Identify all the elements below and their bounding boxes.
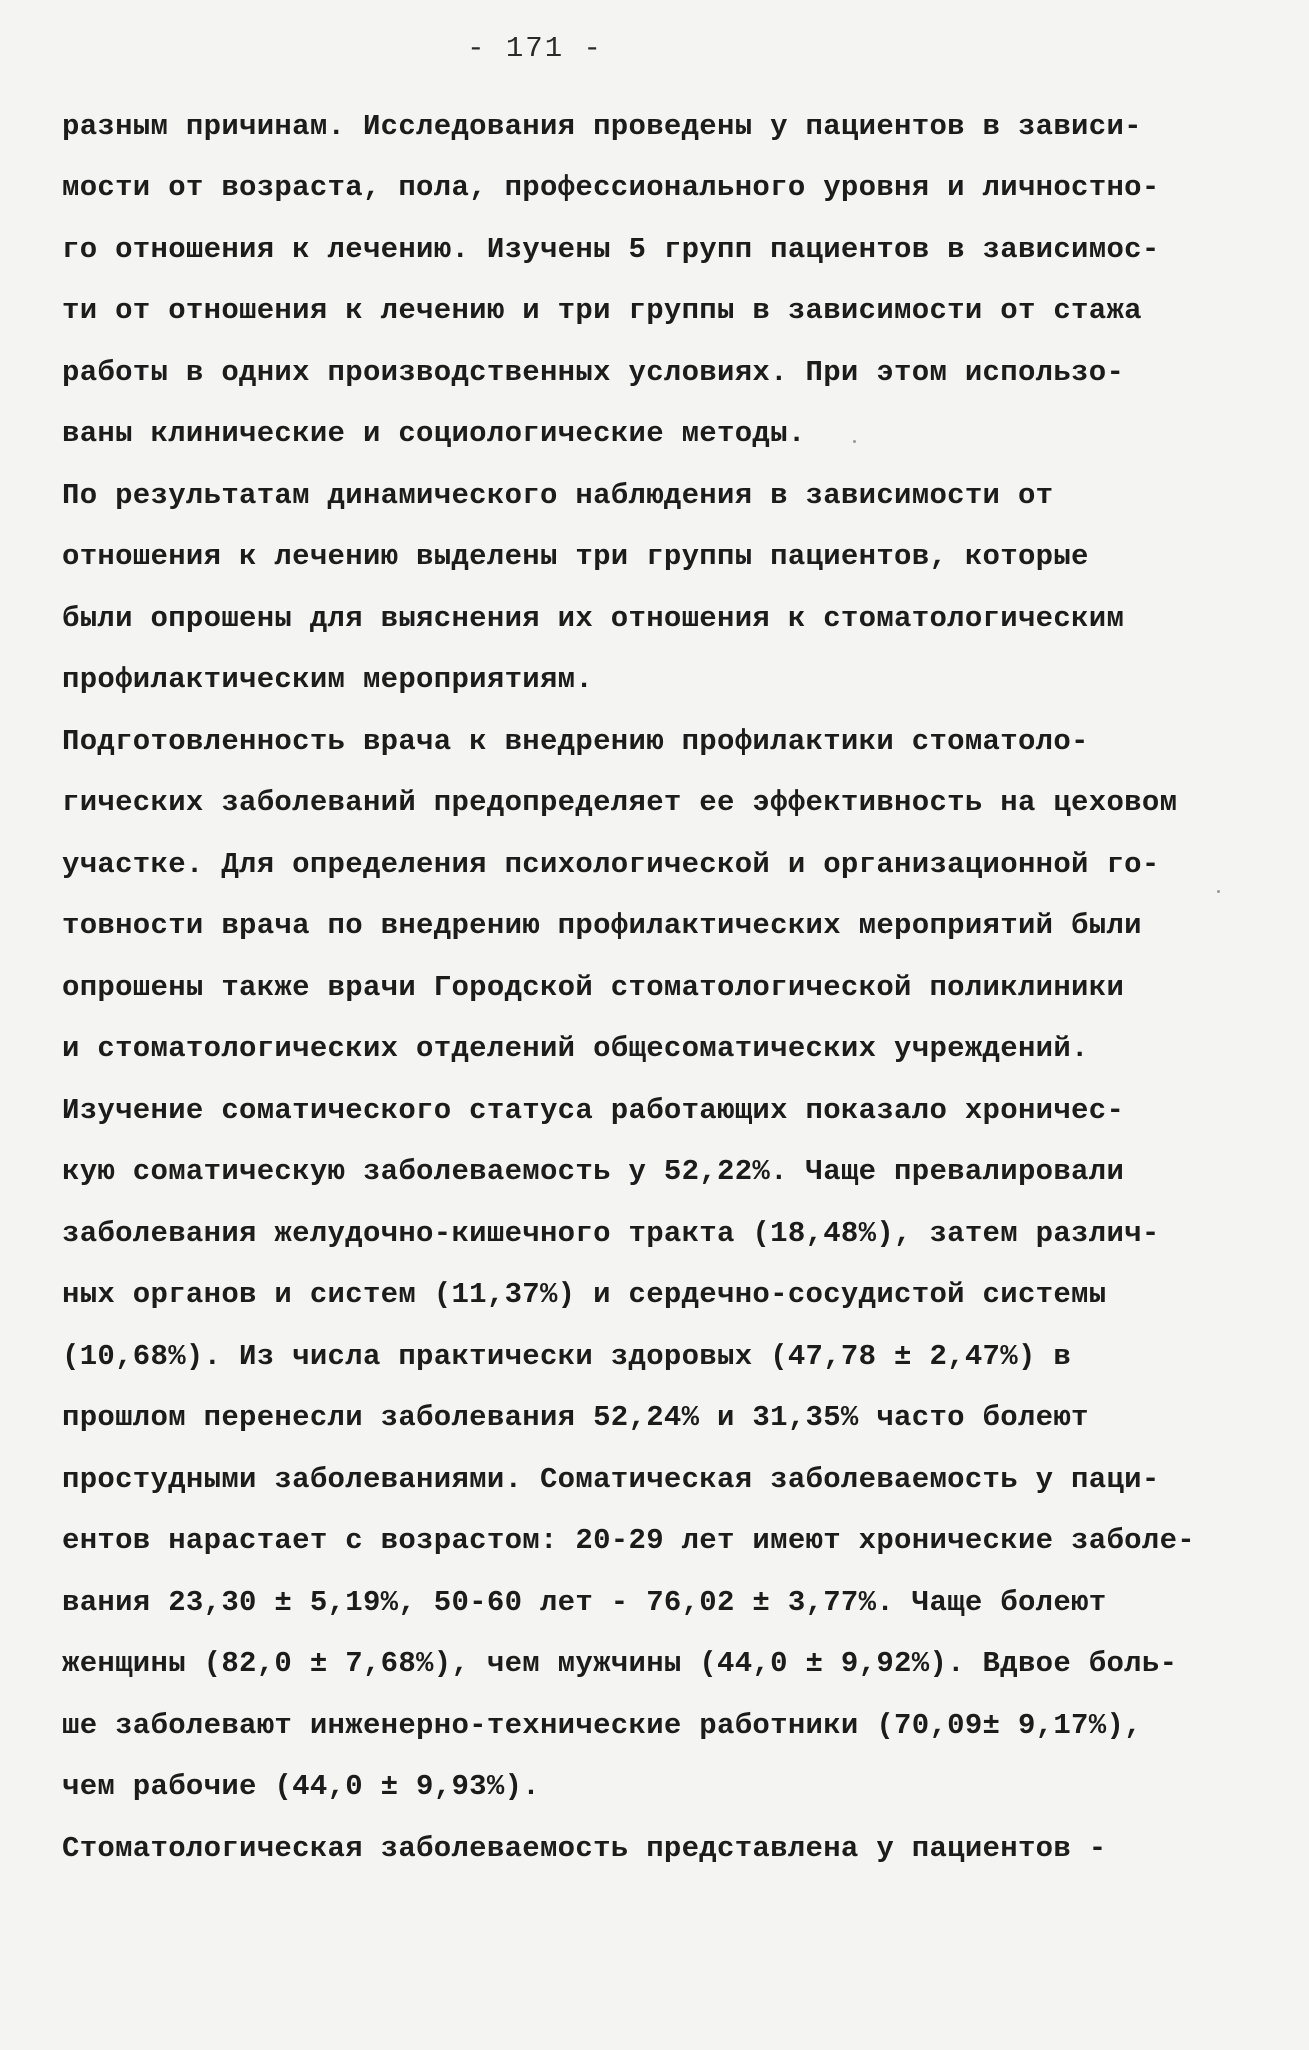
text-line: По результатам динамического наблюдения в зависимости от	[62, 479, 1054, 512]
text-line: гических заболеваний предопределяет ее эффективность на цеховом	[62, 786, 1178, 819]
page-number: - 171 -	[467, 32, 603, 65]
text-line: простудными заболеваниями. Соматическая заболеваемость у паци-	[62, 1463, 1160, 1496]
text-line: ваны клинические и социологические методы.	[62, 417, 806, 450]
text-line: ентов нарастает с возрастом: 20-29 лет имеют хронические заболе-	[62, 1524, 1195, 1557]
text-line: ных органов и систем (11,37%) и сердечно-сосудистой системы	[62, 1278, 1107, 1311]
text-line: женщины (82,0 ± 7,68%), чем мужчины (44,0 ± 9,92%). Вдвое боль-	[62, 1647, 1178, 1680]
text-line: заболевания желудочно-кишечного тракта (18,48%), затем различ-	[62, 1217, 1160, 1250]
text-line: ти от отношения к лечению и три группы в зависимости от стажа	[62, 294, 1142, 327]
text-line: разным причинам. Исследования проведены у пациентов в зависи-	[62, 110, 1142, 143]
text-line: работы в одних производственных условиях. При этом использо-	[62, 356, 1125, 389]
text-line: Подготовленность врача к внедрению профилактики стоматоло-	[62, 725, 1089, 758]
text-line: профилактическим мероприятиям.	[62, 663, 594, 696]
scan-speck	[1217, 890, 1220, 893]
text-line: товности врача по внедрению профилактических мероприятий были	[62, 909, 1142, 942]
text-line: опрошены также врачи Городской стоматологической поликлиники	[62, 971, 1125, 1004]
text-line: (10,68%). Из числа практически здоровых (47,78 ± 2,47%) в	[62, 1340, 1072, 1373]
text-line: мости от возраста, пола, профессионального уровня и личностно-	[62, 171, 1160, 204]
text-line: были опрошены для выяснения их отношения к стоматологическим	[62, 602, 1125, 635]
text-line: прошлом перенесли заболевания 52,24% и 31,35% часто болеют	[62, 1401, 1089, 1434]
text-line: отношения к лечению выделены три группы пациентов, которые	[62, 540, 1089, 573]
text-line: чем рабочие (44,0 ± 9,93%).	[62, 1770, 540, 1803]
text-line: кую соматическую заболеваемость у 52,22%. Чаще превалировали	[62, 1155, 1125, 1188]
text-line: ше заболевают инженерно-технические работники (70,09± 9,17%),	[62, 1709, 1142, 1742]
text-line: Изучение соматического статуса работающих показало хроничес-	[62, 1094, 1125, 1127]
text-line: участке. Для определения психологической и организационной го-	[62, 848, 1160, 881]
text-line: и стоматологических отделений общесоматических учреждений.	[62, 1032, 1089, 1065]
text-line: го отношения к лечению. Изучены 5 групп пациентов в зависимос-	[62, 233, 1160, 266]
text-line: Стоматологическая заболеваемость представлена у пациентов -	[62, 1832, 1107, 1865]
scan-speck	[853, 440, 856, 443]
text-line: вания 23,30 ± 5,19%, 50-60 лет - 76,02 ± 3,77%. Чаще болеют	[62, 1586, 1107, 1619]
